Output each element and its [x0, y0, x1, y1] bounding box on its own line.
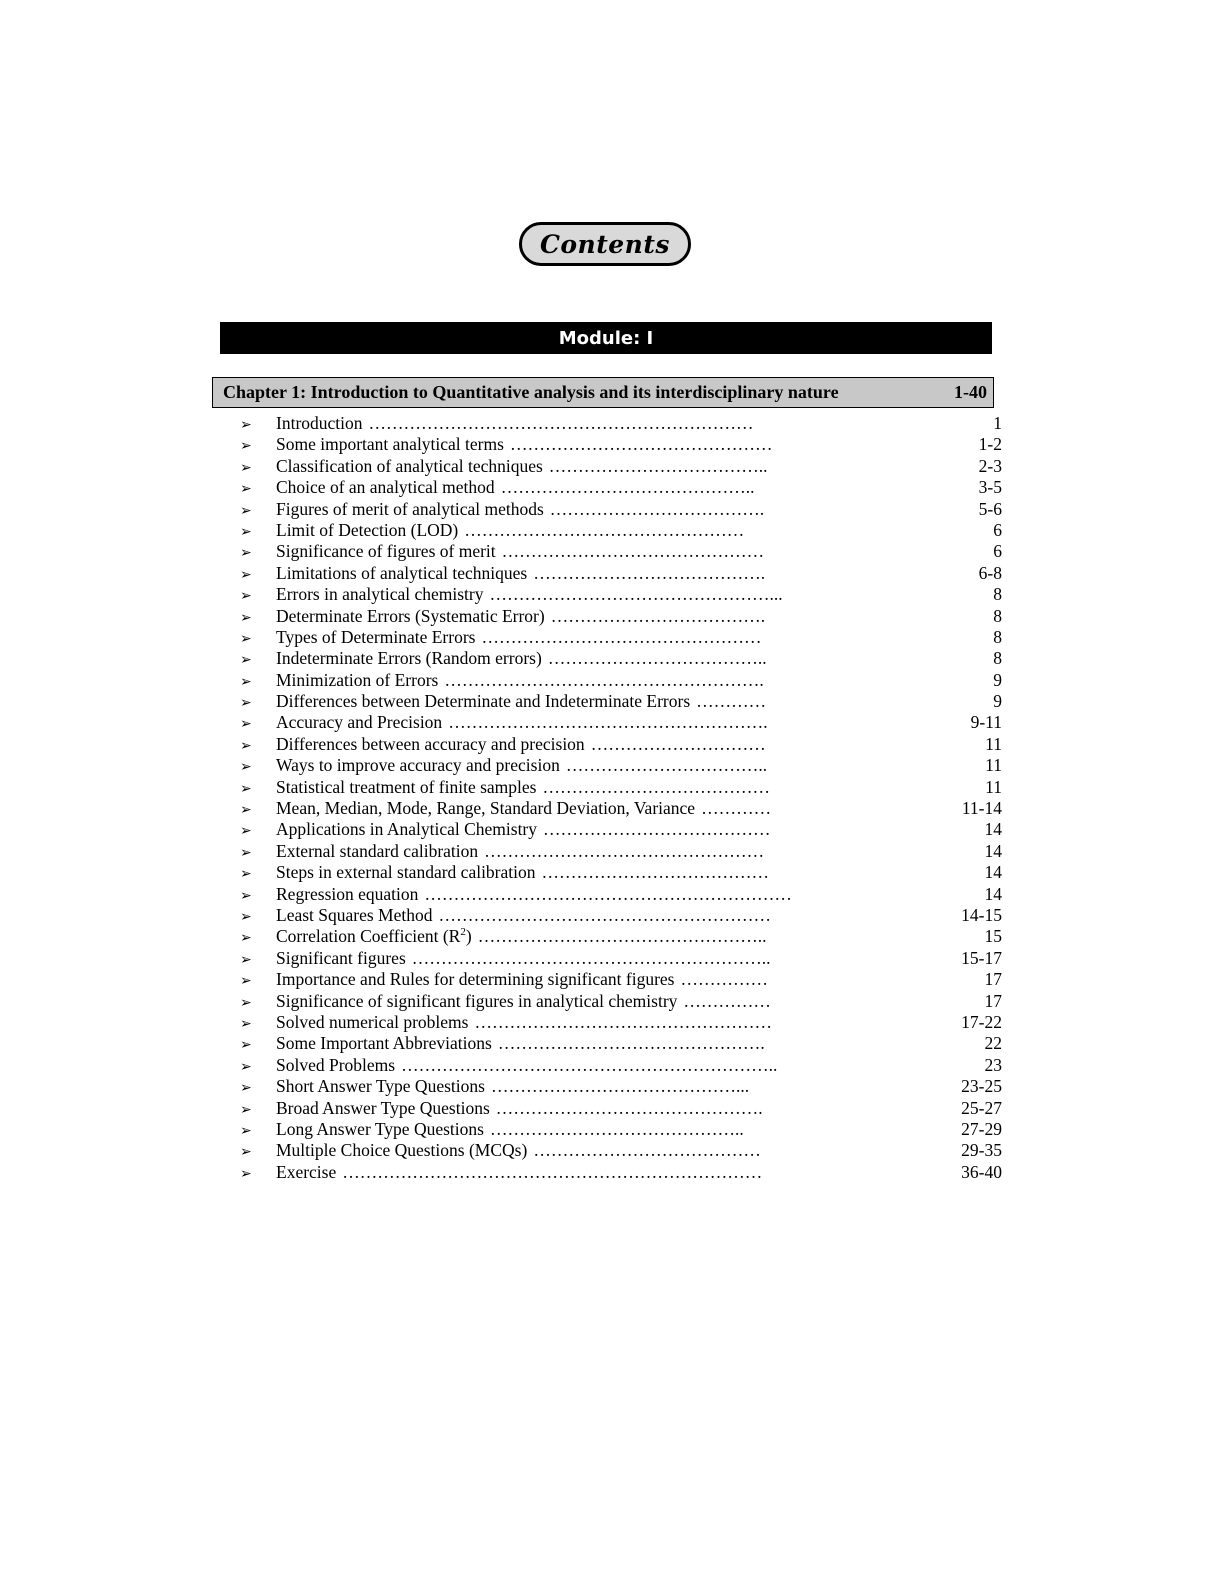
toc-entry-page: 14-15: [961, 904, 1002, 925]
toc-entry[interactable]: [240, 862, 1002, 883]
toc-leader-dots: …………………………………………: [464, 519, 745, 540]
toc-entry-title: Figures of merit of analytical methods: [276, 498, 544, 519]
toc-entry-page: 6: [993, 541, 1002, 562]
toc-leader-dots: …………: [701, 798, 772, 819]
toc-entry-page: 14: [984, 883, 1002, 904]
bullet-arrow-icon: ➢: [240, 1058, 252, 1075]
toc-entry-page: 8: [993, 648, 1002, 669]
toc-entry-page: 9: [993, 691, 1002, 712]
toc-leader-dots: ……………………………………….: [497, 1033, 765, 1054]
toc-leader-dots: ……………………………………………: [474, 1011, 772, 1032]
contents-heading: Contents: [539, 229, 670, 259]
toc-leader-dots: …………: [696, 691, 767, 712]
toc-entry[interactable]: [240, 648, 1002, 669]
toc-leader-dots: ……………………………………………….: [448, 712, 768, 733]
toc-entry-page: 3-5: [978, 477, 1002, 498]
toc-entry-title: External standard calibration: [276, 840, 479, 861]
toc-entry-title: Types of Determinate Errors: [276, 626, 476, 647]
toc-leader-dots: ……………………………………..: [500, 477, 755, 498]
bullet-arrow-icon: ➢: [240, 523, 252, 540]
bullet-arrow-icon: ➢: [240, 951, 252, 968]
toc-leader-dots: …………………………………………: [481, 626, 762, 647]
toc-entry[interactable]: [240, 1140, 1002, 1161]
toc-entry[interactable]: [240, 456, 1002, 477]
toc-entry-page: 9: [993, 669, 1002, 690]
toc-entry-page: 25-27: [961, 1097, 1002, 1118]
toc-entry-page: 17: [984, 969, 1002, 990]
toc-entry[interactable]: [240, 884, 1002, 905]
bullet-arrow-icon: ➢: [240, 1144, 252, 1161]
toc-entry[interactable]: [240, 541, 1002, 562]
toc-leader-dots: ……………: [683, 990, 771, 1011]
toc-entry[interactable]: [240, 1076, 1002, 1097]
toc-entry-title: Limit of Detection (LOD): [276, 519, 459, 540]
bullet-arrow-icon: ➢: [240, 1165, 252, 1182]
toc-entry-title: Some Important Abbreviations: [276, 1033, 492, 1054]
toc-entry-title: Long Answer Type Questions: [276, 1118, 484, 1139]
toc-entry[interactable]: [240, 434, 1002, 455]
bullet-arrow-icon: ➢: [240, 973, 252, 990]
bullet-arrow-icon: ➢: [240, 1101, 252, 1118]
toc-leader-dots: …………………………………………: [484, 840, 765, 861]
bullet-arrow-icon: ➢: [240, 887, 252, 904]
toc-entry-title: Significance of significant figures in analytical chemistry: [276, 990, 678, 1011]
bullet-arrow-icon: ➢: [240, 908, 252, 925]
bullet-arrow-icon: ➢: [240, 438, 252, 455]
bullet-arrow-icon: ➢: [240, 823, 252, 840]
toc-entry-title: Correlation Coefficient $(R^2)$: [276, 926, 472, 947]
bullet-arrow-icon: ➢: [240, 1015, 252, 1032]
toc-entry[interactable]: [240, 563, 1002, 584]
toc-entry-title: Statistical treatment of finite samples: [276, 776, 537, 797]
toc-leader-dots: ……………………………………………….: [444, 669, 764, 690]
toc-entry-page: 6-8: [978, 562, 1002, 583]
toc-entry-page: 11-14: [961, 798, 1002, 819]
toc-entry-title: Steps in external standard calibration: [276, 862, 536, 883]
toc-leader-dots: ……………: [680, 969, 768, 990]
toc-entry[interactable]: [240, 926, 1002, 947]
bullet-arrow-icon: ➢: [240, 417, 252, 433]
toc-entry-title: Determinate Errors (Systematic Error): [276, 605, 545, 626]
toc-entry[interactable]: [240, 777, 1002, 798]
toc-leader-dots: ……………………………………...: [490, 1076, 750, 1097]
toc-leader-dots: ……………………………………..: [489, 1118, 744, 1139]
toc-entry-title: Importance and Rules for determining significant figures: [276, 969, 675, 990]
bullet-arrow-icon: ➢: [240, 502, 252, 519]
toc-entry-page: 6: [993, 519, 1002, 540]
toc-entry-page: 9-11: [970, 712, 1002, 733]
toc-entry-title: Differences between accuracy and precision: [276, 733, 585, 754]
toc-entry-title: Solved numerical problems: [276, 1011, 469, 1032]
toc-leader-dots: …………………………………………………: [438, 904, 771, 925]
toc-entry[interactable]: [240, 819, 1002, 840]
toc-leader-dots: ………………………………..: [548, 455, 768, 476]
toc-entry-title: Some important analytical terms: [276, 434, 504, 455]
bullet-arrow-icon: ➢: [240, 545, 252, 562]
toc-leader-dots: …………………………: [590, 733, 766, 754]
toc-entry-title: Exercise: [276, 1161, 337, 1182]
toc-entry-page: 8: [993, 626, 1002, 647]
bullet-arrow-icon: ➢: [240, 695, 252, 712]
bullet-arrow-icon: ➢: [240, 609, 252, 626]
toc-entry[interactable]: [240, 1098, 1002, 1119]
toc-leader-dots: ………………………………………………………………: [342, 1161, 763, 1182]
toc-entry-title: Limitations of analytical techniques: [276, 562, 528, 583]
chapter-header[interactable]: [212, 377, 994, 408]
toc-entry[interactable]: [240, 969, 1002, 990]
toc-entry-page: 22: [984, 1033, 1002, 1054]
toc-entry-page: 15-17: [961, 947, 1002, 968]
bullet-arrow-icon: ➢: [240, 1037, 252, 1054]
toc-entry-title: Regression equation: [276, 883, 419, 904]
toc-entry-title: Ways to improve accuracy and precision: [276, 755, 560, 776]
toc-entry-page: 2-3: [978, 455, 1002, 476]
toc-entry-page: 23: [984, 1054, 1002, 1075]
toc-entry-title: Multiple Choice Questions (MCQs): [276, 1140, 528, 1161]
toc-entry-page: 14: [984, 840, 1002, 861]
bullet-arrow-icon: ➢: [240, 566, 252, 583]
toc-leader-dots: ……………………………….: [549, 498, 765, 519]
toc-leader-dots: …………………………………………………………: [368, 413, 754, 433]
bullet-arrow-icon: ➢: [240, 716, 252, 733]
toc-entry-page: 8: [993, 584, 1002, 605]
bullet-arrow-icon: ➢: [240, 866, 252, 883]
module-title: Module: I: [558, 327, 654, 349]
toc-leader-dots: ………………………………..: [547, 648, 767, 669]
toc-entry-title: Mean, Median, Mode, Range, Standard Deviation, Variance: [276, 798, 696, 819]
toc-leader-dots: ………………………………….: [533, 562, 766, 583]
toc-leader-dots: …………………………………: [541, 862, 770, 883]
toc-entry[interactable]: [240, 948, 1002, 969]
toc-entry-title: Classification of analytical techniques: [276, 455, 543, 476]
toc-leader-dots: ………………………………………………………..: [401, 1054, 778, 1075]
bullet-arrow-icon: ➢: [240, 673, 252, 690]
toc-entry-title: Significance of figures of merit: [276, 541, 496, 562]
toc-entry[interactable]: [240, 520, 1002, 541]
bullet-arrow-icon: ➢: [240, 481, 252, 498]
toc-leader-dots: ………………………………………………………: [424, 883, 792, 904]
toc-entry-page: 14: [984, 862, 1002, 883]
toc-entry-page: 29-35: [961, 1140, 1002, 1161]
bullet-arrow-icon: ➢: [240, 630, 252, 647]
toc-entry[interactable]: [240, 691, 1002, 712]
toc-entry-title: Minimization of Errors: [276, 669, 439, 690]
bullet-arrow-icon: ➢: [240, 994, 252, 1011]
toc-leader-dots: …………………………………: [543, 819, 771, 840]
toc-entry[interactable]: [240, 499, 1002, 520]
toc-entry[interactable]: [240, 734, 1002, 755]
toc-entry[interactable]: [240, 1033, 1002, 1054]
toc-entry-title: Broad Answer Type Questions: [276, 1097, 490, 1118]
toc-leader-dots: ……………………………….: [550, 605, 766, 626]
toc-entry-title: Applications in Analytical Chemistry: [276, 819, 538, 840]
toc-entry-page: 17-22: [961, 1011, 1002, 1032]
toc-list: [240, 413, 1002, 1183]
toc-entry[interactable]: [240, 841, 1002, 862]
toc-entry[interactable]: [240, 413, 1002, 434]
toc-entry[interactable]: [240, 584, 1002, 605]
toc-entry[interactable]: [240, 606, 1002, 627]
toc-entry-title: Introduction: [276, 413, 363, 433]
toc-leader-dots: …………………………………………...: [489, 584, 783, 605]
toc-entry[interactable]: [240, 1162, 1002, 1183]
bullet-arrow-icon: ➢: [240, 780, 252, 797]
chapter-pages: 1-40: [954, 382, 987, 402]
toc-entry-page: 1-2: [978, 434, 1002, 455]
bullet-arrow-icon: ➢: [240, 1080, 252, 1097]
toc-entry-title: Significant figures: [276, 947, 406, 968]
toc-leader-dots: …………………………………………..: [477, 926, 767, 947]
toc-entry[interactable]: [240, 1012, 1002, 1033]
toc-entry[interactable]: [240, 1055, 1002, 1076]
toc-entry[interactable]: [240, 905, 1002, 926]
toc-entry[interactable]: [240, 798, 1002, 819]
toc-entry-page: 1: [993, 413, 1002, 433]
toc-entry-page: 5-6: [978, 498, 1002, 519]
bullet-arrow-icon: ➢: [240, 930, 252, 947]
toc-entry-page: 23-25: [961, 1076, 1002, 1097]
bullet-arrow-icon: ➢: [240, 759, 252, 776]
toc-entry[interactable]: [240, 627, 1002, 648]
bullet-arrow-icon: ➢: [240, 1122, 252, 1139]
toc-entry[interactable]: [240, 991, 1002, 1012]
toc-entry-title: Least Squares Method: [276, 904, 433, 925]
toc-entry-page: 27-29: [961, 1118, 1002, 1139]
toc-entry-title: Differences between Determinate and Indeterminate Errors: [276, 691, 691, 712]
toc-entry[interactable]: [240, 712, 1002, 733]
toc-leader-dots: …………………………………: [542, 776, 770, 797]
toc-entry-title: Indeterminate Errors (Random errors): [276, 648, 542, 669]
toc-entry-title: Choice of an analytical method: [276, 477, 495, 498]
toc-entry-title: Short Answer Type Questions: [276, 1076, 485, 1097]
toc-entry-title: Solved Problems: [276, 1054, 396, 1075]
toc-leader-dots: ……………………………..: [565, 755, 768, 776]
bullet-arrow-icon: ➢: [240, 652, 252, 669]
bullet-arrow-icon: ➢: [240, 802, 252, 819]
toc-entry-title: Accuracy and Precision: [276, 712, 443, 733]
contents-badge: [519, 222, 691, 266]
toc-leader-dots: ……………………………………….: [495, 1097, 763, 1118]
toc-leader-dots: …………………………………: [533, 1140, 761, 1161]
toc-entry-title: Errors in analytical chemistry: [276, 584, 484, 605]
toc-entry-page: 8: [993, 605, 1002, 626]
toc-entry[interactable]: [240, 1119, 1002, 1140]
toc-entry-page: 15: [984, 926, 1002, 947]
bullet-arrow-icon: ➢: [240, 844, 252, 861]
bullet-arrow-icon: ➢: [240, 588, 252, 605]
module-bar: [220, 322, 992, 354]
toc-leader-dots: ………………………………………: [501, 541, 765, 562]
bullet-arrow-icon: ➢: [240, 737, 252, 754]
toc-entry-page: 17: [984, 990, 1002, 1011]
toc-entry[interactable]: [240, 477, 1002, 498]
toc-entry-page: 14: [984, 819, 1002, 840]
superscript: 2: [460, 926, 466, 939]
toc-entry-page: 11: [985, 755, 1002, 776]
toc-entry[interactable]: [240, 755, 1002, 776]
toc-leader-dots: ……………………………………………………..: [411, 947, 771, 968]
toc-entry-page: 36-40: [961, 1161, 1002, 1182]
bullet-arrow-icon: ➢: [240, 459, 252, 476]
toc-leader-dots: ………………………………………: [509, 434, 773, 455]
toc-entry-page: 11: [985, 733, 1002, 754]
toc-entry-page: 11: [985, 776, 1002, 797]
toc-entry[interactable]: [240, 670, 1002, 691]
chapter-title: Chapter 1: Introduction to Quantitative analysis and its interdisciplinary nature: [223, 382, 839, 402]
